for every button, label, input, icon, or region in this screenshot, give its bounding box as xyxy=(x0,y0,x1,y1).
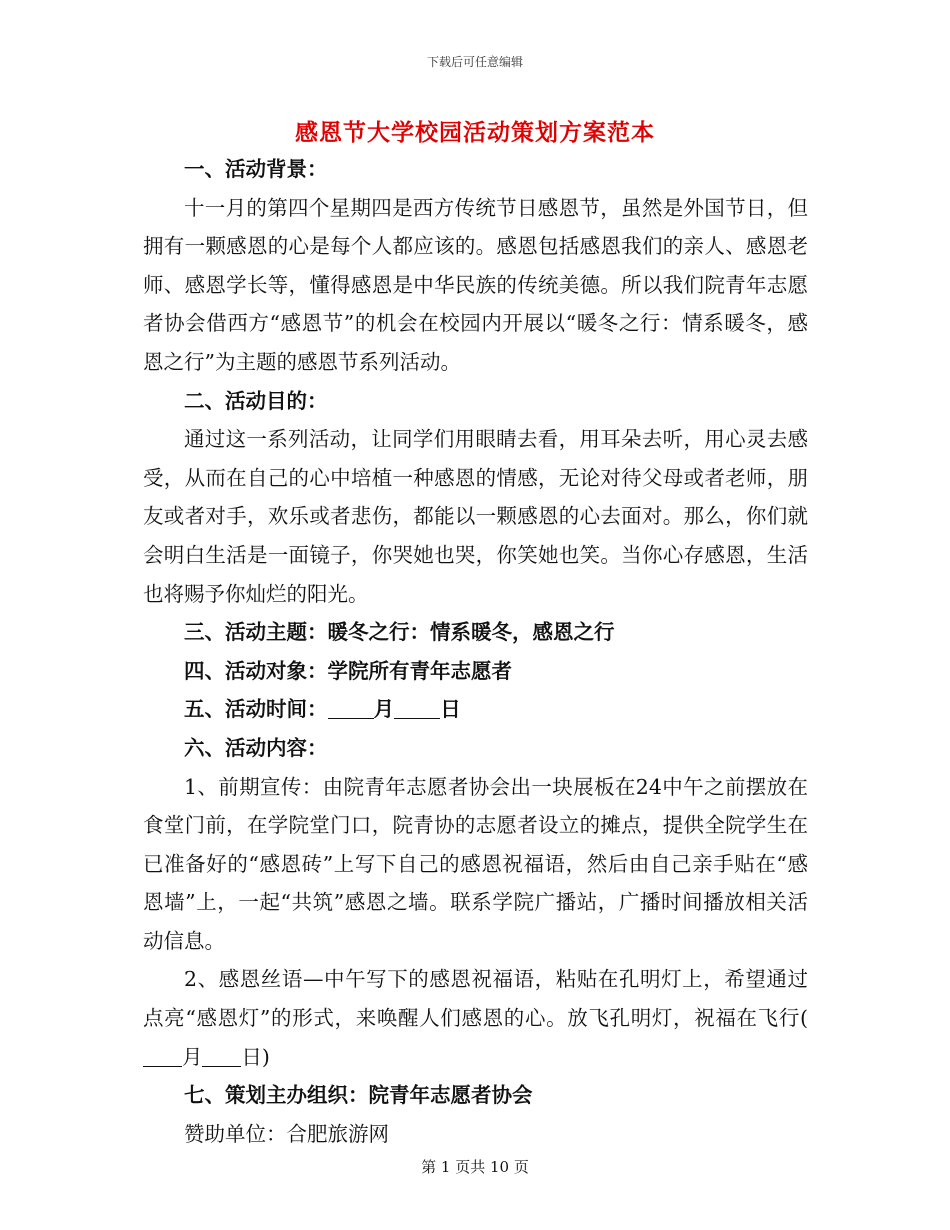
section-heading-background: 一、活动背景： xyxy=(184,157,328,181)
month-blank xyxy=(328,697,374,720)
item2-month-blank xyxy=(143,1044,182,1067)
time-label: 五、活动时间： xyxy=(184,697,328,722)
day-blank xyxy=(394,697,440,720)
content-item-1: 1、前期宣传：由院青年志愿者协会出一块展板在24中午之前摆放在食堂门前，在学院堂门口，院青协的志愿者设立的摊点，提供全院学生在已准备好的“感恩砖”上写下自己的感恩祝福语，然后由自己亲手贴在“感恩墙”上，一起“共筑”感恩之墙。联系学院广播站，广播时间播放相关活动信息。 xyxy=(143,774,808,953)
item2-day-blank xyxy=(202,1044,241,1067)
header-note: 下载后可任意编辑 xyxy=(426,55,523,69)
document-title: 感恩节大学校园活动策划方案范本 xyxy=(295,119,655,146)
content-item-2-text: 2、感恩丝语—中午写下的感恩祝福语，粘贴在孔明灯上，希望通过点亮“感恩灯”的形式，来唤醒人们感恩的心。放飞孔明灯，祝福在飞行( xyxy=(143,967,808,1031)
sponsor-line: 赞助单位：合肥旅游网 xyxy=(184,1121,389,1146)
day-label: 日 xyxy=(440,697,461,722)
item2-month-label: 月 xyxy=(181,1044,203,1069)
section-heading-purpose: 二、活动目的： xyxy=(184,388,328,413)
section-body-background: 十一月的第四个星期四是西方传统节日感恩节，虽然是外国节日，但拥有一颗感恩的心是每个人都应该的。感恩包括感恩我们的亲人、感恩老师、感恩学长等，懂得感恩是中华民族的传统美德。所以我们院青年志愿者协会借西方“感恩节”的机会在校园内开展以“暖冬之行：情系暖冬，感恩之行”为主题的感恩节系列活动。 xyxy=(143,195,808,374)
section-heading-organizer: 七、策划主办组织：院青年志愿者协会 xyxy=(184,1083,533,1108)
document-body xyxy=(143,150,808,1153)
section-body-purpose: 通过这一系列活动，让同学们用眼睛去看，用耳朵去听，用心灵去感受，从而在自己的心中培植一种感恩的情感，无论对待父母或者老师，朋友或者对手，欢乐或者悲伤，都能以一颗感恩的心去面对。那么，你们就会明白生活是一面镜子，你哭她也哭，你笑她也笑。当你心存感恩，生活也将赐予你灿烂的阳光。 xyxy=(143,427,808,606)
content-item-2 xyxy=(143,960,808,1076)
section-heading-content: 六、活动内容： xyxy=(184,735,328,760)
section-heading-audience: 四、活动对象：学院所有青年志愿者 xyxy=(184,658,512,683)
section-heading-theme: 三、活动主题：暖冬之行：情系暖冬，感恩之行 xyxy=(184,620,615,645)
month-label: 月 xyxy=(373,697,395,722)
section-heading-time xyxy=(143,690,808,729)
item2-end-label: 日) xyxy=(241,1044,270,1069)
page-footer: 第 1 页共 10 页 xyxy=(421,1158,529,1176)
